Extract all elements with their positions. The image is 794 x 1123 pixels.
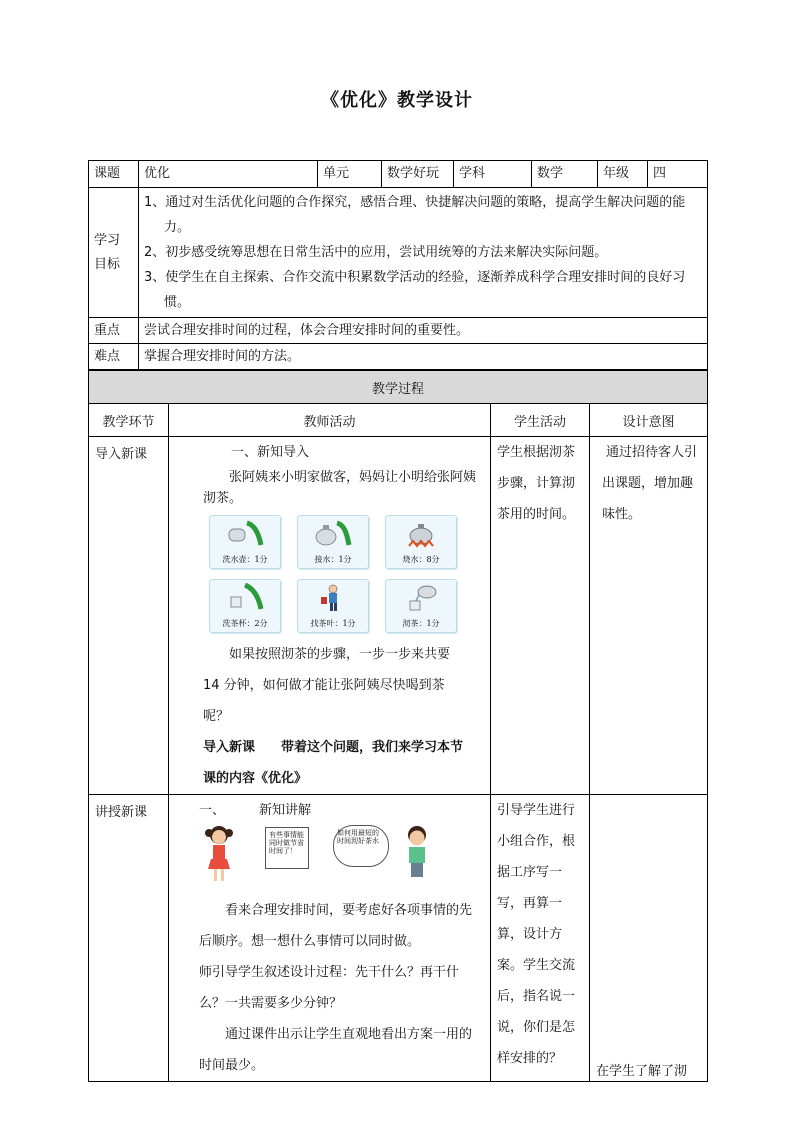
boy-speech-bubble: 如何用最短的时间沏好茶水 — [333, 825, 389, 867]
topic-value: 优化 — [139, 161, 318, 188]
grade-label: 年级 — [598, 161, 648, 188]
process-title: 教学过程 — [89, 371, 708, 404]
key-point-label: 重点 — [89, 318, 139, 344]
intro-question: 如果按照沏茶的步骤，一步一步来共要 14 分钟，如何做才能让张阿姨尽快喝到茶呢？ — [203, 647, 451, 724]
step-card: 接水：1分 — [297, 515, 369, 569]
difficulty-text: 掌握合理安排时间的方法。 — [139, 344, 708, 370]
objective-item: 1、通过对生活优化问题的合作探究，感悟合理、快捷解决问题的策略，提高学生解决问题的能力。 — [144, 195, 686, 235]
step-card: 洗水壶：1分 — [209, 515, 281, 569]
header-intent: 设计意图 — [590, 404, 708, 437]
teacher-intro — [169, 437, 491, 795]
step-card: 烧水：8分 — [385, 515, 457, 569]
header-student: 学生活动 — [491, 404, 590, 437]
unit-value: 数学好玩 — [382, 161, 454, 188]
unit-label: 单元 — [318, 161, 382, 188]
kettle-fill-icon — [313, 519, 353, 549]
difficulty-label: 难点 — [89, 344, 139, 370]
objectives-list — [139, 188, 708, 318]
step-card: 洗茶杯：2分 — [209, 579, 281, 633]
topic-label: 课题 — [89, 161, 139, 188]
objective-item: 3、使学生在自主探索、合作交流中积累数学活动的经验，逐渐养成科学合理安排时间的良好习惯。 — [144, 270, 686, 310]
pour-tea-icon — [401, 583, 441, 613]
intent-intro: 通过招待客人引出课题，增加趣味性。 — [590, 437, 708, 795]
grade-value: 四 — [648, 161, 708, 188]
step-card: 找茶叶：1分 — [297, 579, 369, 633]
objectives-label: 学习 目标 — [89, 188, 139, 318]
process-table — [88, 370, 708, 1082]
intent-teach: 在学生了解了沏 — [590, 795, 708, 1082]
stage-intro: 导入新课 — [89, 437, 169, 795]
student-teach: 引导学生进行小组合作，根据工序写一写，再算一算，设计方案。学生交流后，指名说一说，你们是怎样安排的？ — [491, 795, 590, 1082]
header-teacher: 教师活动 — [169, 404, 491, 437]
boy-icon — [399, 823, 439, 885]
stage-teach: 讲授新课 — [89, 795, 169, 1082]
lesson-info-table — [88, 160, 708, 370]
cup-wash-icon — [225, 583, 265, 613]
intro-transition: 导入新课 带着这个问题，我们来学习本节课的内容《优化》 — [203, 740, 464, 786]
teach-guide: 师引导学生叙述设计过程：先干什么？再干什么？一共需要多少分钟？ — [199, 965, 460, 1011]
teacher-teach — [169, 795, 491, 1082]
girl-icon — [199, 823, 243, 885]
teach-conclusion: 通过课件出示让学生直观地看出方案一用的时间最少。 — [199, 1027, 473, 1073]
objective-item: 2、初步感受统筹思想在日常生活中的应用，尝试用统筹的方法来解决实际问题。 — [144, 245, 608, 260]
page-title: 《优化》教学设计 — [321, 90, 473, 111]
intro-heading: 一、新知导入 — [231, 445, 310, 460]
key-point-text: 尝试合理安排时间的过程，体会合理安排时间的重要性。 — [139, 318, 708, 344]
header-stage: 教学环节 — [89, 404, 169, 437]
teach-heading: 一、 新知讲解 — [199, 803, 312, 818]
step-card: 沏茶：1分 — [385, 579, 457, 633]
subject-value: 数学 — [532, 161, 598, 188]
student-intro: 学生根据沏茶步骤，计算沏茶用的时间。 — [491, 437, 590, 795]
kettle-boil-icon — [401, 519, 441, 549]
intro-paragraph: 张阿姨来小明家做客，妈妈让小明给张阿姨沏茶。 — [203, 470, 477, 506]
tea-steps — [209, 515, 482, 633]
girl-speech-bubble: 有些事情能同时做节省时间了！ — [265, 827, 309, 869]
kettle-wash-icon — [225, 519, 265, 549]
boy-find-tea-icon — [313, 583, 353, 613]
subject-label: 学科 — [454, 161, 532, 188]
teach-paragraph: 看来合理安排时间，要考虑好各项事情的先后顺序。想一想什么事情可以同时做。 — [199, 903, 473, 949]
dialog-illustration — [199, 823, 482, 887]
